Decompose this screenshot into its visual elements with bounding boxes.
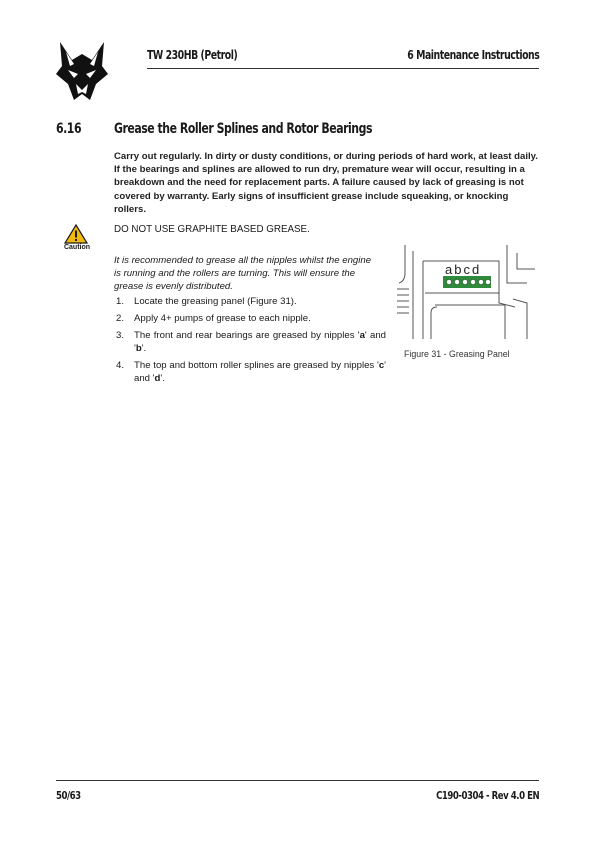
figure-caption: Figure 31 - Greasing Panel: [404, 349, 510, 359]
step-number: 4.: [116, 360, 125, 371]
step-number: 1.: [116, 296, 125, 307]
step-number: 3.: [116, 330, 125, 341]
intro-paragraph: Carry out regularly. In dirty or dusty conditions, or during periods of hard work, at least daily. If the bearings and splines are allowed to run dry, premature wear will occur, resulting in a breakdown and the need for replacement parts. A failure caused by lack of greasing is not covered by warranty. Early signs of insufficient grease include squeaking, or knocking rollers.: [114, 151, 538, 215]
nipple-letter: c: [378, 360, 385, 371]
caution-text: DO NOT USE GRAPHITE BASED GREASE.: [114, 224, 310, 235]
step-text: The front and rear bearings are greased by nipples 'a' and 'b'.: [134, 330, 386, 354]
list-item: [114, 295, 386, 308]
nipple-letter: d: [154, 373, 161, 384]
footer-divider: [56, 780, 539, 781]
header-divider: [147, 68, 539, 69]
section-number: 6.16: [56, 121, 82, 137]
step-text: Apply 4+ pumps of grease to each nipple.: [134, 313, 311, 324]
steps-list: [114, 295, 386, 389]
step-text: The top and bottom roller splines are greased by nipples 'c' and 'd'.: [134, 360, 386, 384]
list-item: [114, 329, 386, 355]
list-item: [114, 312, 386, 325]
step-number: 2.: [116, 313, 125, 324]
caution-label: Caution: [63, 244, 91, 251]
warning-triangle-icon: [64, 224, 88, 244]
header-chapter: 6 Maintenance Instructions: [406, 48, 539, 62]
list-item: [114, 359, 386, 385]
nipple-letter: a: [359, 330, 365, 341]
nipple-letter: b: [135, 343, 142, 354]
page-number: 50/63: [56, 789, 81, 802]
nipple-letters: abcd: [445, 262, 482, 277]
document-revision: C190-0304 - Rev 4.0 EN: [435, 789, 539, 802]
grease-note: It is recommended to grease all the nipples whilst the engine is running and the rollers are turning. This will ensure the grease is evenly distributed.: [114, 255, 372, 292]
step-text: Locate the greasing panel (Figure 31).: [134, 296, 297, 307]
greasing-panel-figure: [395, 243, 535, 340]
wolf-logo-icon: [56, 40, 108, 104]
section-title: Grease the Roller Splines and Rotor Bearings: [114, 121, 372, 137]
header-model: TW 230HB (Petrol): [147, 48, 238, 62]
